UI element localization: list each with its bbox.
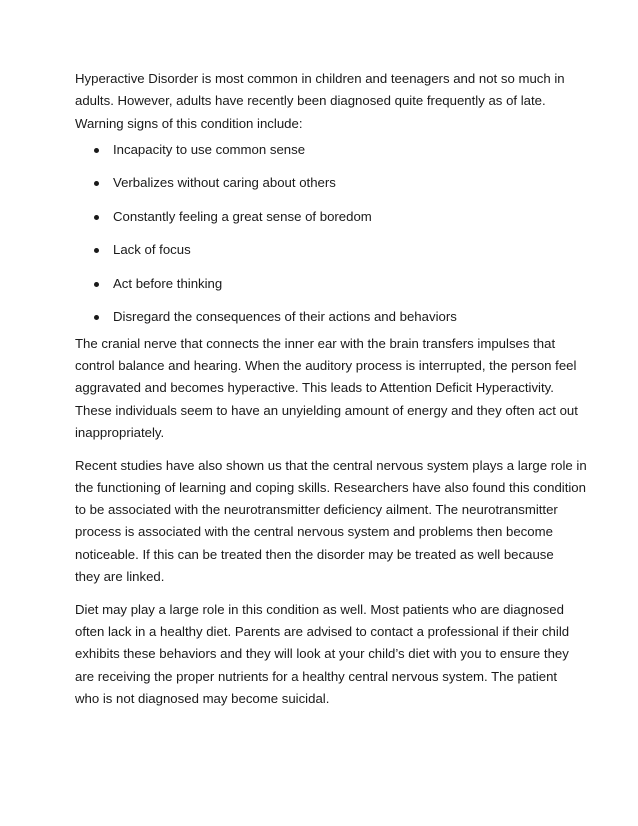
list-item [75, 239, 575, 261]
paragraph-line: process is associated with the central nervous system and problems then become [75, 524, 553, 540]
intro-paragraph [75, 68, 575, 135]
list-item-text: Lack of focus [113, 242, 191, 258]
paragraph-line: These individuals seem to have an unyielding amount of energy and they often act out [75, 402, 578, 418]
paragraph-line: noticeable. If this can be treated then the disorder may be treated as well because [75, 546, 554, 562]
warning-signs-list [75, 139, 575, 329]
list-item-text: Incapacity to use common sense [113, 141, 306, 157]
paragraph-line: The cranial nerve that connects the inner ear with the brain transfers impulses that [75, 335, 556, 351]
paragraph-line: Recent studies have also shown us that the central nervous system plays a large role in [75, 457, 587, 473]
document-page [75, 68, 587, 710]
list-item-text: Act before thinking [113, 275, 223, 291]
list-item-text: Disregard the consequences of their actions and behaviors [113, 309, 457, 325]
bullet-icon [94, 282, 99, 287]
paragraph-line: who is not diagnosed may become suicidal. [75, 691, 330, 707]
paragraph-diet [75, 599, 575, 710]
list-item [75, 206, 575, 228]
list-item-text: Constantly feeling a great sense of boredom [113, 208, 372, 224]
paragraph-line: inappropriately. [75, 424, 165, 440]
bullet-icon [94, 215, 99, 220]
bullet-icon [94, 248, 99, 253]
paragraph-line: Diet may play a large role in this condition as well. Most patients who are diagnosed [75, 601, 564, 617]
bullet-icon [94, 315, 99, 320]
list-item [75, 273, 575, 295]
paragraph-cranial-nerve [75, 333, 578, 444]
paragraph-line: they are linked. [75, 569, 165, 585]
intro-line: Hyperactive Disorder is most common in children and teenagers and not so much in [75, 71, 565, 86]
paragraph-recent-studies [75, 455, 587, 589]
paragraph-line: the functioning of learning and coping skills. Researchers have also found this condition [75, 479, 586, 495]
list-item [75, 172, 575, 194]
list-item [75, 306, 575, 328]
paragraph-line: aggravated and becomes hyperactive. This leads to Attention Deficit Hyperactivity. [75, 380, 554, 396]
bullet-icon [94, 181, 99, 186]
list-item-text: Verbalizes without caring about others [113, 175, 336, 191]
bullet-icon [94, 148, 99, 153]
paragraph-line: control balance and hearing. When the auditory process is interrupted, the person feel [75, 357, 577, 373]
paragraph-line: to be associated with the neurotransmitter deficiency ailment. The neurotransmitter [75, 502, 558, 518]
paragraph-line: exhibits these behaviors and they will look at your child’s diet with you to ensure they [75, 646, 569, 662]
intro-line: Warning signs of this condition include: [75, 115, 303, 131]
intro-line: adults. However, adults have recently been diagnosed quite frequently as of late. [75, 93, 546, 109]
paragraph-line: are receiving the proper nutrients for a healthy central nervous system. The patient [75, 668, 558, 684]
paragraph-line: often lack in a healthy diet. Parents are advised to contact a professional if their child [75, 624, 570, 640]
list-item [75, 139, 575, 161]
